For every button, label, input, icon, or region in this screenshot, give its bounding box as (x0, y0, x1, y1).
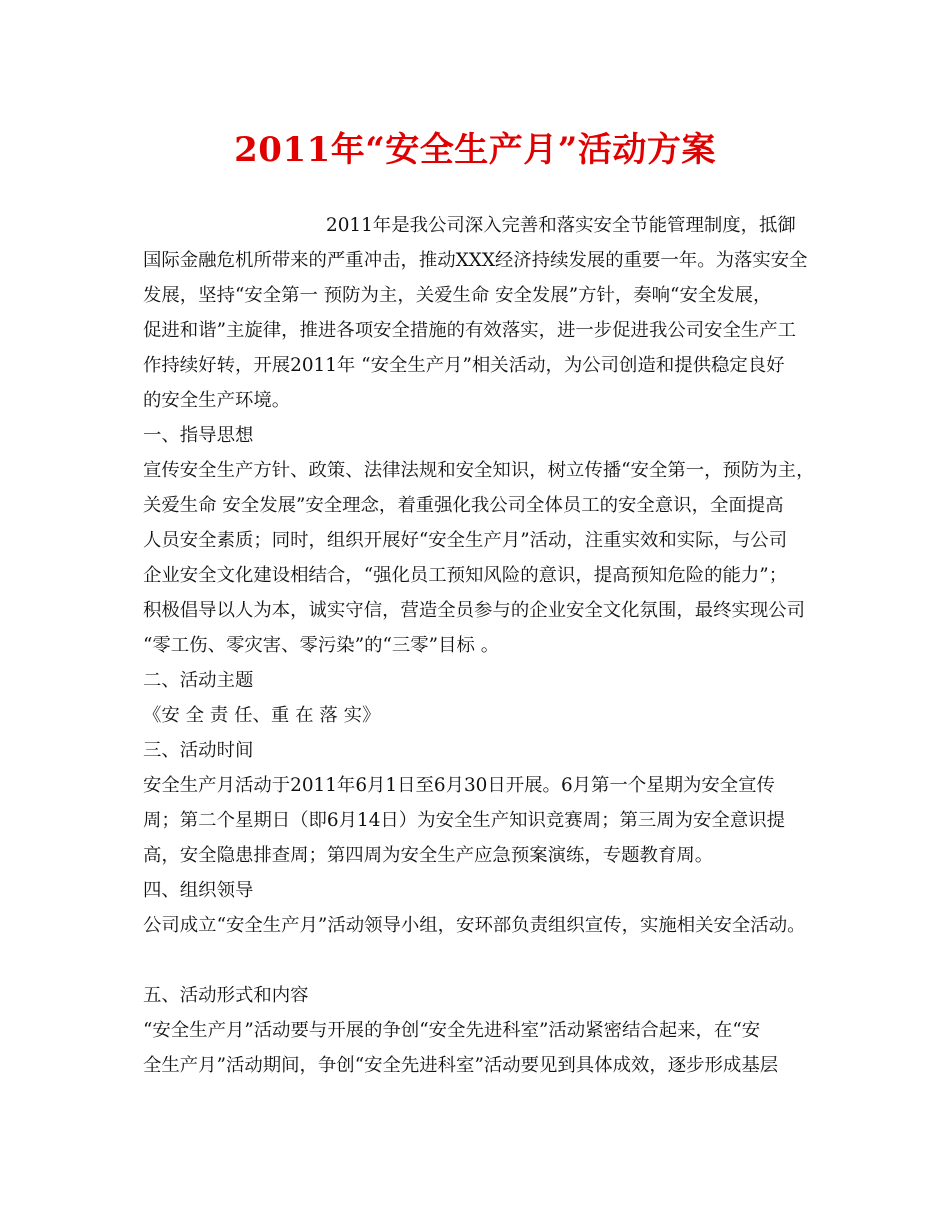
body-line: 关爱生命 安全发展”安全理念，着重强化我公司全体员工的安全意识，全面提高 (143, 495, 784, 516)
section-heading-activity-time: 三、活动时间 (143, 740, 254, 761)
body-line: 公司成立“安全生产月”活动领导小组，安环部负责组织宣传，实施相关安全活动。 (143, 915, 806, 936)
body-line: 发展，坚持“安全第一 预防为主，关爱生命 安全发展”方针，奏响“安全发展， (143, 285, 772, 306)
section-heading-activity-form: 五、活动形式和内容 (143, 985, 309, 1006)
body-line: 高，安全隐患排查周；第四周为安全生产应急预案演练，专题教育周。 (143, 845, 714, 866)
document-body (143, 208, 833, 1083)
section-heading-guiding-ideology: 一、指导思想 (143, 425, 254, 446)
activity-theme-text: 《安 全 责 任、重 在 落 实》 (143, 705, 381, 726)
blank-line (143, 943, 833, 978)
body-line: 宣传安全生产方针、政策、法律法规和安全知识，树立传播“安全第一，预防为主， (143, 460, 815, 481)
section-heading-organization: 四、组织领导 (143, 880, 254, 901)
body-line: 安全生产月活动于2011年6月1日至6月30日开展。6月第一个星期为安全宣传 (143, 775, 775, 796)
body-line: 人员安全素质；同时，组织开展好“安全生产月”活动，注重实效和实际，与公司 (143, 530, 788, 551)
body-line: 2011年是我公司深入完善和落实安全节能管理制度，抵御 (326, 215, 796, 236)
body-line: 作持续好转，开展2011年 “安全生产月”相关活动，为公司创造和提供稳定良好 (143, 355, 785, 376)
body-line: “零工伤、零灾害、零污染”的“三零”目标 。 (143, 635, 500, 656)
body-line: 企业安全文化建设相结合，“强化员工预知风险的意识，提高预知危险的能力”； (143, 565, 788, 586)
body-line: 周；第二个星期日（即6月14日）为安全生产知识竞赛周；第三周为安全意识提 (143, 810, 785, 831)
body-line: “安全生产月”活动要与开展的争创“安全先进科室”活动紧密结合起来，在“安 (143, 1020, 761, 1041)
document-title: 2011年“安全生产月”活动方案 (234, 130, 716, 170)
body-line: 全生产月”活动期间，争创“安全先进科室”活动要见到具体成效，逐步形成基层 (143, 1055, 779, 1076)
body-line: 国际金融危机所带来的严重冲击，推动XXX经济持续发展的重要一年。为落实安全 (143, 250, 808, 271)
section-heading-activity-theme: 二、活动主题 (143, 670, 254, 691)
body-line: 积极倡导以人为本，诚实守信，营造全员参与的企业安全文化氛围，最终实现公司 (143, 600, 806, 621)
body-line: 的安全生产环境。 (143, 390, 291, 411)
body-line: 促进和谐”主旋律，推进各项安全措施的有效落实，进一步促进我公司安全生产工 (143, 320, 797, 341)
